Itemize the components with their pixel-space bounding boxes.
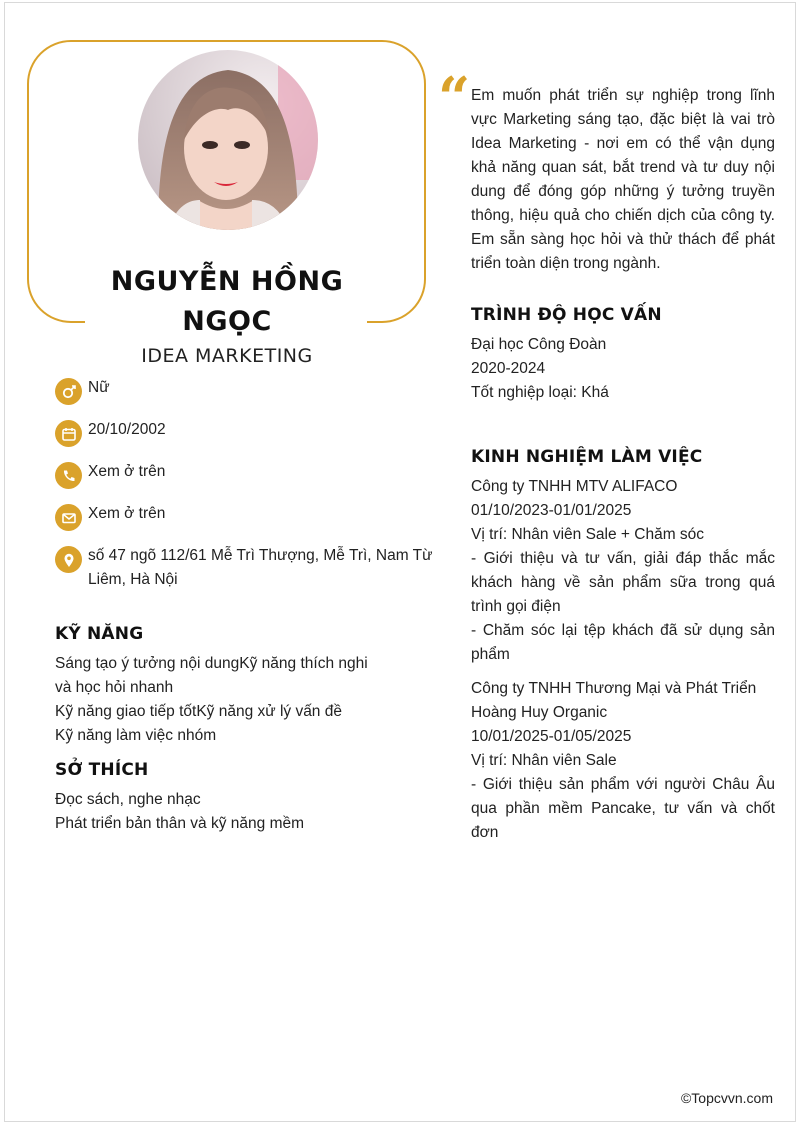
job-description: - Giới thiệu sản phẩm với người Châu Âu qua phần mềm Pancake, tư vấn và chốt đơn [471, 776, 775, 841]
info-email [55, 502, 440, 544]
skill-line: Kỹ năng làm việc nhóm [55, 727, 217, 744]
info-birthday-text: 20/10/2002 [88, 421, 166, 438]
info-gender-text: Nữ [88, 379, 110, 396]
phone-icon [55, 462, 82, 489]
job-description: - Giới thiệu và tư vấn, giải đáp thắc mắc khách hàng về sản phẩm sữa trong quá trình gọi điện [471, 550, 775, 615]
education-section [471, 305, 775, 405]
education-school: Đại học Công Đoàn [471, 336, 607, 353]
education-period: 2020-2024 [471, 360, 546, 377]
skill-line: Sáng tạo ý tưởng nội dungKỹ năng thích nghi [55, 655, 368, 672]
info-email-text: Xem ở trên [88, 505, 166, 522]
info-address [55, 544, 440, 592]
avatar-portrait [138, 50, 318, 230]
copyright-footer: ©Topcvvn.com [680, 1090, 773, 1106]
quote-icon: “ [438, 65, 471, 131]
job-period: 10/01/2025-01/05/2025 [471, 728, 632, 745]
experience-title: KINH NGHIỆM LÀM VIỆC [471, 447, 703, 467]
career-objective: Em muốn phát triển sự nghiệp trong lĩnh vực Marketing sáng tạo, đặc biệt là vai trò Idea Marketing - nơi em có thể vận dụng khả năng quan sát, bắt trend và tư duy nội dung để đóng góp những ý tưởng truyền thông, hiệu quả cho chiến dịch của công ty. Em sẵn sàng học hỏi và thử thách để phát triển toàn diện trong ngành. [471, 87, 775, 272]
info-address-text: số 47 ngõ 112/61 Mễ Trì Thượng, Mễ Trì, Nam Từ Liêm, Hà Nội [88, 547, 433, 588]
skills-title: KỸ NĂNG [55, 624, 144, 644]
gender-icon [55, 378, 82, 405]
hobby-line: Phát triển bản thân và kỹ năng mềm [55, 815, 305, 832]
hobbies-section [55, 760, 415, 836]
job-description: - Chăm sóc lại tệp khách đã sử dụng sản phẩm [471, 622, 775, 663]
info-gender [55, 376, 440, 418]
experience-section [471, 447, 775, 845]
experience-job [471, 677, 775, 845]
skills-section [55, 624, 415, 748]
education-title: TRÌNH ĐỘ HỌC VẤN [471, 305, 662, 325]
candidate-position: IDEA MARKETING [141, 345, 313, 367]
info-phone [55, 460, 440, 502]
skill-line: Kỹ năng giao tiếp tốtKỹ năng xử lý vấn đề [55, 703, 342, 720]
calendar-icon [55, 420, 82, 447]
info-birthday [55, 418, 440, 460]
job-company: Công ty TNHH MTV ALIFACO [471, 478, 678, 495]
avatar [138, 50, 318, 230]
hobbies-title: SỞ THÍCH [55, 760, 149, 780]
candidate-name-line2: NGỌC [182, 306, 272, 337]
candidate-name-line1: NGUYỄN HỒNG [110, 266, 344, 297]
education-grade: Tốt nghiệp loại: Khá [471, 384, 609, 401]
job-role: Vị trí: Nhân viên Sale + Chăm sóc [471, 526, 705, 543]
email-icon [55, 504, 82, 531]
info-phone-text: Xem ở trên [88, 463, 166, 480]
job-role: Vị trí: Nhân viên Sale [471, 752, 617, 769]
job-company: Công ty TNHH Thương Mại và Phát Triển Hoàng Huy Organic [471, 680, 757, 721]
personal-info [55, 376, 440, 592]
experience-job [471, 475, 775, 667]
location-icon [55, 546, 82, 573]
hobby-line: Đọc sách, nghe nhạc [55, 791, 201, 808]
job-period: 01/10/2023-01/01/2025 [471, 502, 632, 519]
skill-line: và học hỏi nhanh [55, 679, 174, 696]
candidate-name [87, 262, 367, 342]
